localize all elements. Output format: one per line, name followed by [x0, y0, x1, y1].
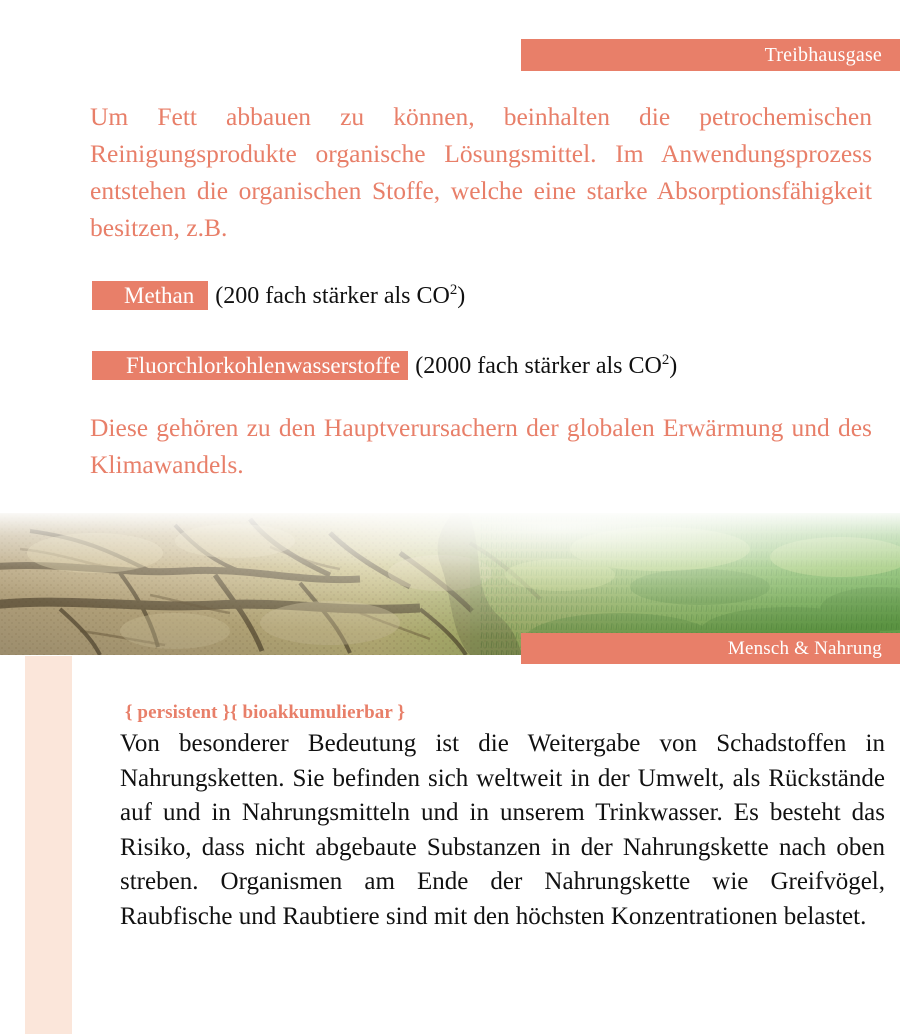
chemical-note-fckw-prefix: (2000 fach stärker als CO [415, 353, 662, 379]
chemical-note-methan [208, 282, 465, 311]
outro-block [90, 409, 872, 483]
intro-block [90, 98, 872, 246]
chemical-note-fckw-suffix: ) [669, 353, 678, 379]
chemical-tag-methan: Methan [92, 281, 208, 310]
chemical-note-fckw [408, 352, 677, 381]
peach-vertical-rule [25, 656, 72, 1034]
chemical-row-fckw [92, 351, 677, 381]
outro-paragraph: Diese gehören zu den Hauptverursachern der globalen Erwärmung und des Klimawandels. [90, 413, 872, 479]
intro-paragraph: Um Fett abbauen zu können, beinhalten die petrochemischen Reinigungsprodukte organische Lösungsmittel. Im Anwendungsprozess entstehen die organischen Stoffe, welche eine starke Absorptionsfähigkeit besitzen, z.B. [90, 102, 872, 242]
chemical-note-methan-suffix: ) [457, 283, 466, 309]
food-section-block [120, 700, 885, 934]
chemical-note-methan-superscript: 2 [449, 282, 458, 298]
chemical-note-methan-prefix: (200 fach stärker als CO [215, 283, 450, 309]
property-tags: { persistent }{ bioakkumulierbar } [125, 702, 406, 723]
food-body-paragraph: Von besonderer Bedeutung ist die Weitergabe von Schadstoffen in Nahrungsketten. Sie befinden sich weltweit in der Umwelt, als Rückstände auf und in Nahrungsmitteln und in unserem Trinkwasser. Es besteht das Risiko, dass nicht abgebaute Substanzen in der Nahrungskette nach oben streben. Organismen am Ende der Nahrungskette wie Greifvögel, Raubfische und Raubtiere sind mit den höchsten Konzentrationen belastet. [120, 730, 885, 930]
chemical-tag-fckw: Fluorchlorkohlenwasserstoffe [92, 351, 408, 380]
section-banner-treibhausgase: Treibhausgase [521, 39, 900, 71]
section-banner-mensch-nahrung: Mensch & Nahrung [521, 633, 900, 664]
chemical-note-fckw-superscript: 2 [661, 352, 670, 368]
chemical-row-methan [92, 281, 465, 311]
